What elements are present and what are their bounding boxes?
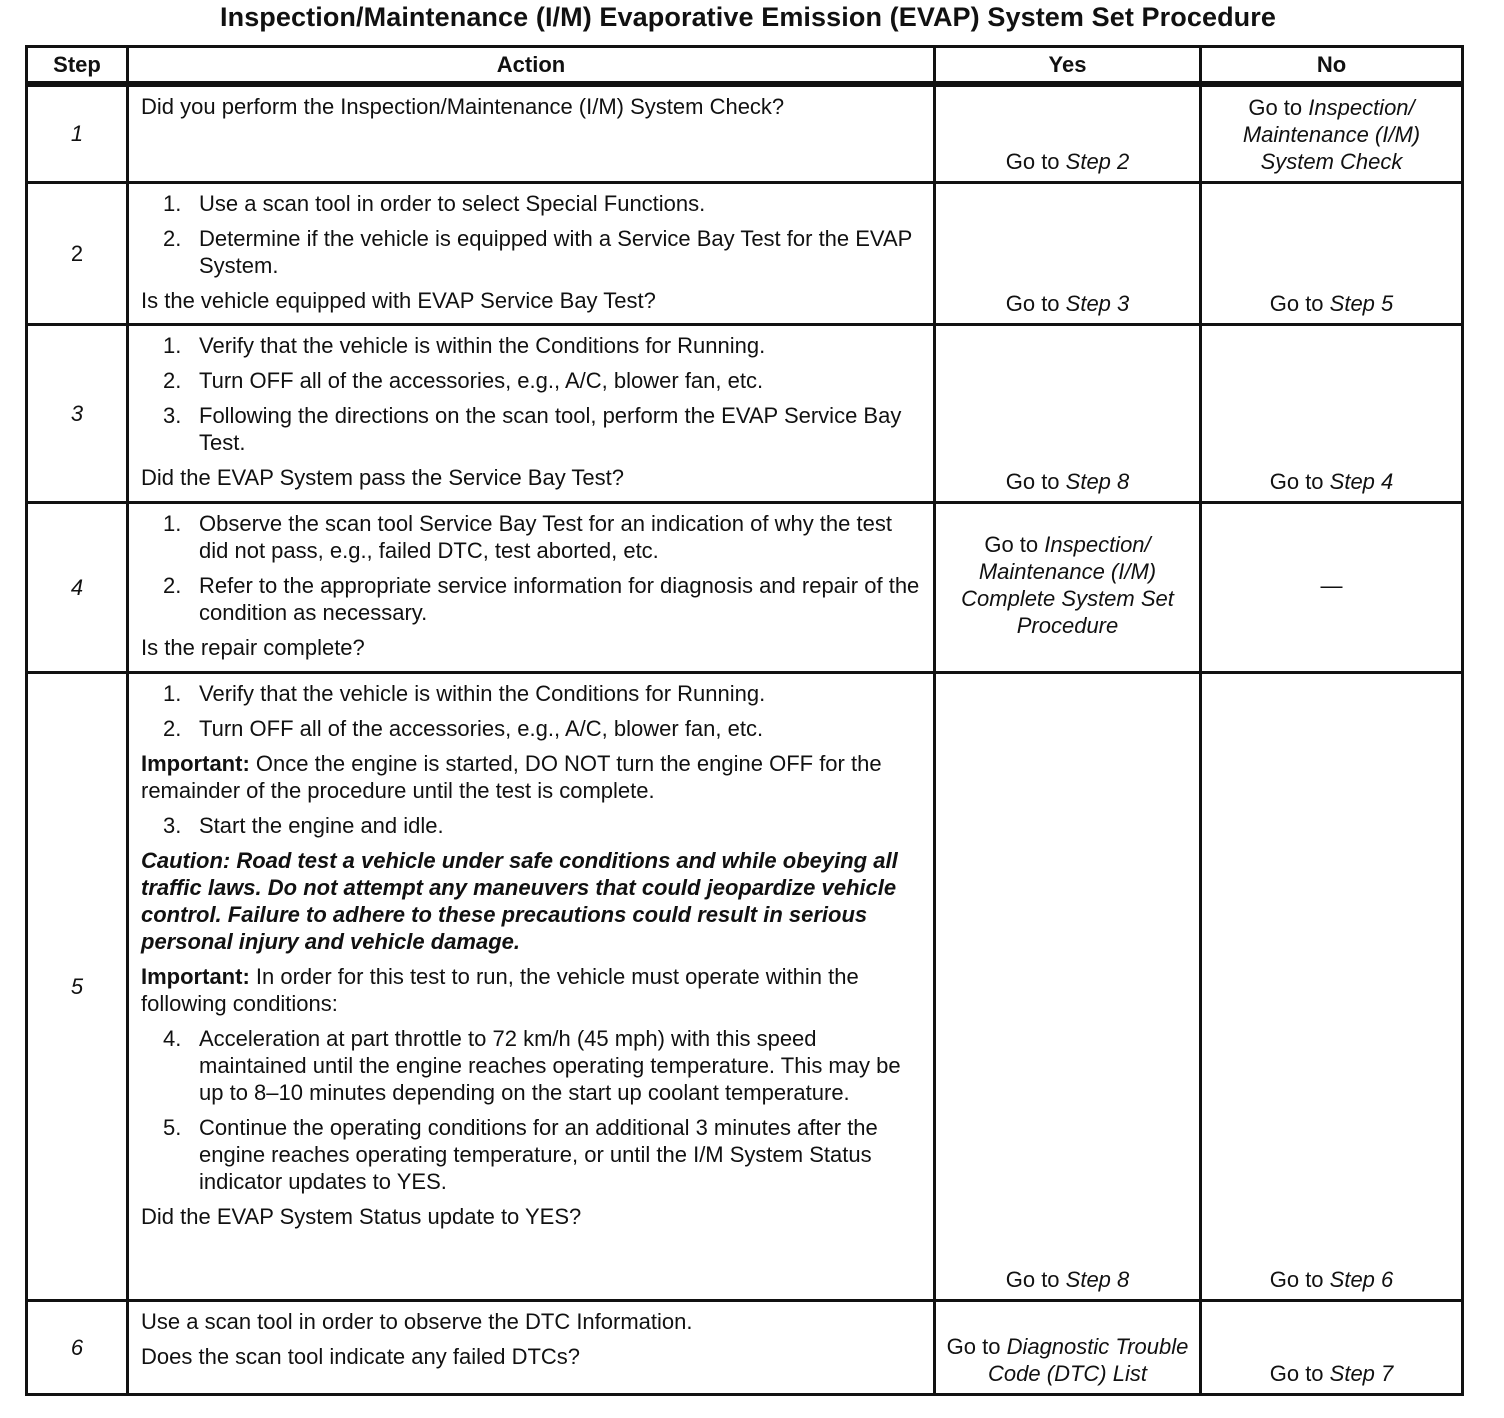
action-cell (128, 502, 935, 672)
action-cell (128, 324, 935, 502)
procedure-link[interactable]: Inspection/ Maintenance (I/M) Complete System Set Procedure (961, 532, 1174, 638)
table-row (27, 672, 1463, 1300)
numbered-item: 2. Turn OFF all of the accessories, e.g., A/C, blower fan, etc. (163, 367, 764, 393)
step-number: 6 (27, 1300, 128, 1394)
no-cell: Go to Inspection/ Maintenance (I/M) System Check (1201, 84, 1463, 182)
yes-cell: Go to Diagnostic Trouble Code (DTC) List (935, 1300, 1201, 1394)
action-question: Did you perform the Inspection/Maintenance (I/M) System Check? (141, 94, 785, 119)
table-row (27, 182, 1463, 324)
step-link[interactable]: Step 8 (1065, 1266, 1130, 1292)
important-note: Important: In order for this test to run, the vehicle must operate within the following conditions: (141, 963, 859, 1016)
step-link[interactable]: Step 8 (1065, 468, 1130, 494)
procedure-link[interactable]: Diagnostic Trouble Code (DTC) List (988, 1333, 1189, 1386)
action-question: Is the vehicle equipped with EVAP Service Bay Test? (141, 287, 656, 313)
step-link[interactable]: Step 7 (1329, 1360, 1394, 1386)
table-row (27, 1300, 1463, 1394)
action-question: Did the EVAP System pass the Service Bay Test? (141, 464, 625, 490)
action-cell (128, 672, 935, 1300)
no-cell: — (1201, 502, 1463, 672)
action-cell (128, 1300, 935, 1394)
important-note: Important: Once the engine is started, DO NOT turn the engine OFF for the remainder of the procedure until the test is complete. (141, 750, 882, 803)
numbered-item: 5. Continue the operating conditions for an additional 3 minutes after the engine reaches operating temperature, or until the I/M System Status indicator updates to YES. (163, 1114, 878, 1194)
yes-cell: Go to Inspection/ Maintenance (I/M) Complete System Set Procedure (935, 502, 1201, 672)
caution-note: Caution: Road test a vehicle under safe conditions and while obeying all traffic laws. Do not attempt any maneuvers that could jeopardize vehicle control. Failure to adhere to these precautions could result in serious personal injury and vehicle damage. (141, 847, 898, 954)
yes-cell: Go to Step 3 (935, 182, 1201, 324)
numbered-item: 2. Determine if the vehicle is equipped with a Service Bay Test for the EVAP System. (163, 225, 912, 278)
numbered-item: 2. Turn OFF all of the accessories, e.g., A/C, blower fan, etc. (163, 715, 764, 741)
no-cell: Go to Step 6 (1201, 672, 1463, 1300)
action-cell (128, 84, 935, 182)
table-row (27, 84, 1463, 182)
action-question: Is the repair complete? (141, 634, 365, 660)
header-no: No (1201, 47, 1463, 85)
numbered-item: 3. Following the directions on the scan tool, perform the EVAP Service Bay Test. (163, 402, 902, 455)
yes-cell: Go to Step 8 (935, 324, 1201, 502)
numbered-item: 2. Refer to the appropriate service information for diagnosis and repair of the condition as necessary. (163, 572, 920, 625)
yes-cell: Go to Step 2 (935, 84, 1201, 182)
step-link[interactable]: Step 4 (1329, 468, 1394, 494)
header-step: Step (27, 47, 128, 85)
step-link[interactable]: Step 2 (1065, 148, 1130, 174)
header-action: Action (128, 47, 935, 85)
numbered-item: 1. Observe the scan tool Service Bay Test for an indication of why the test did not pass, e.g., failed DTC, test aborted, etc. (163, 510, 892, 563)
numbered-item: 3. Start the engine and idle. (163, 812, 444, 838)
numbered-item: 4. Acceleration at part throttle to 72 km/h (45 mph) with this speed maintained until the engine reaches operating temperature. This may be up to 8–10 minutes depending on the start up coolant temperature. (163, 1025, 901, 1105)
numbered-item: 1. Verify that the vehicle is within the Conditions for Running. (163, 680, 766, 706)
yes-cell: Go to Step 8 (935, 672, 1201, 1300)
no-cell: Go to Step 4 (1201, 324, 1463, 502)
step-number: 1 (27, 84, 128, 182)
action-question: Does the scan tool indicate any failed DTCs? (141, 1343, 581, 1369)
table-header-row (27, 47, 1463, 85)
no-cell: Go to Step 7 (1201, 1300, 1463, 1394)
page-title: Inspection/Maintenance (I/M) Evaporative Emission (EVAP) System Set Procedure (220, 2, 1276, 32)
numbered-item: 1. Verify that the vehicle is within the Conditions for Running. (163, 332, 766, 358)
step-link[interactable]: Step 6 (1329, 1266, 1394, 1292)
step-number: 2 (27, 182, 128, 324)
step-number: 3 (27, 324, 128, 502)
action-line: Use a scan tool in order to observe the DTC Information. (141, 1308, 693, 1334)
step-link[interactable]: Step 3 (1065, 290, 1130, 316)
numbered-item: 1. Use a scan tool in order to select Special Functions. (163, 190, 706, 216)
action-cell (128, 182, 935, 324)
table-row (27, 324, 1463, 502)
step-number: 4 (27, 502, 128, 672)
procedure-table (25, 45, 1464, 1396)
step-link[interactable]: Step 5 (1329, 290, 1394, 316)
action-question: Did the EVAP System Status update to YES? (141, 1203, 582, 1229)
procedure-link[interactable]: Inspection/ Maintenance (I/M) System Check (1242, 94, 1421, 174)
step-number: 5 (27, 672, 128, 1300)
table-row (27, 502, 1463, 672)
header-yes: Yes (935, 47, 1201, 85)
no-cell: Go to Step 5 (1201, 182, 1463, 324)
